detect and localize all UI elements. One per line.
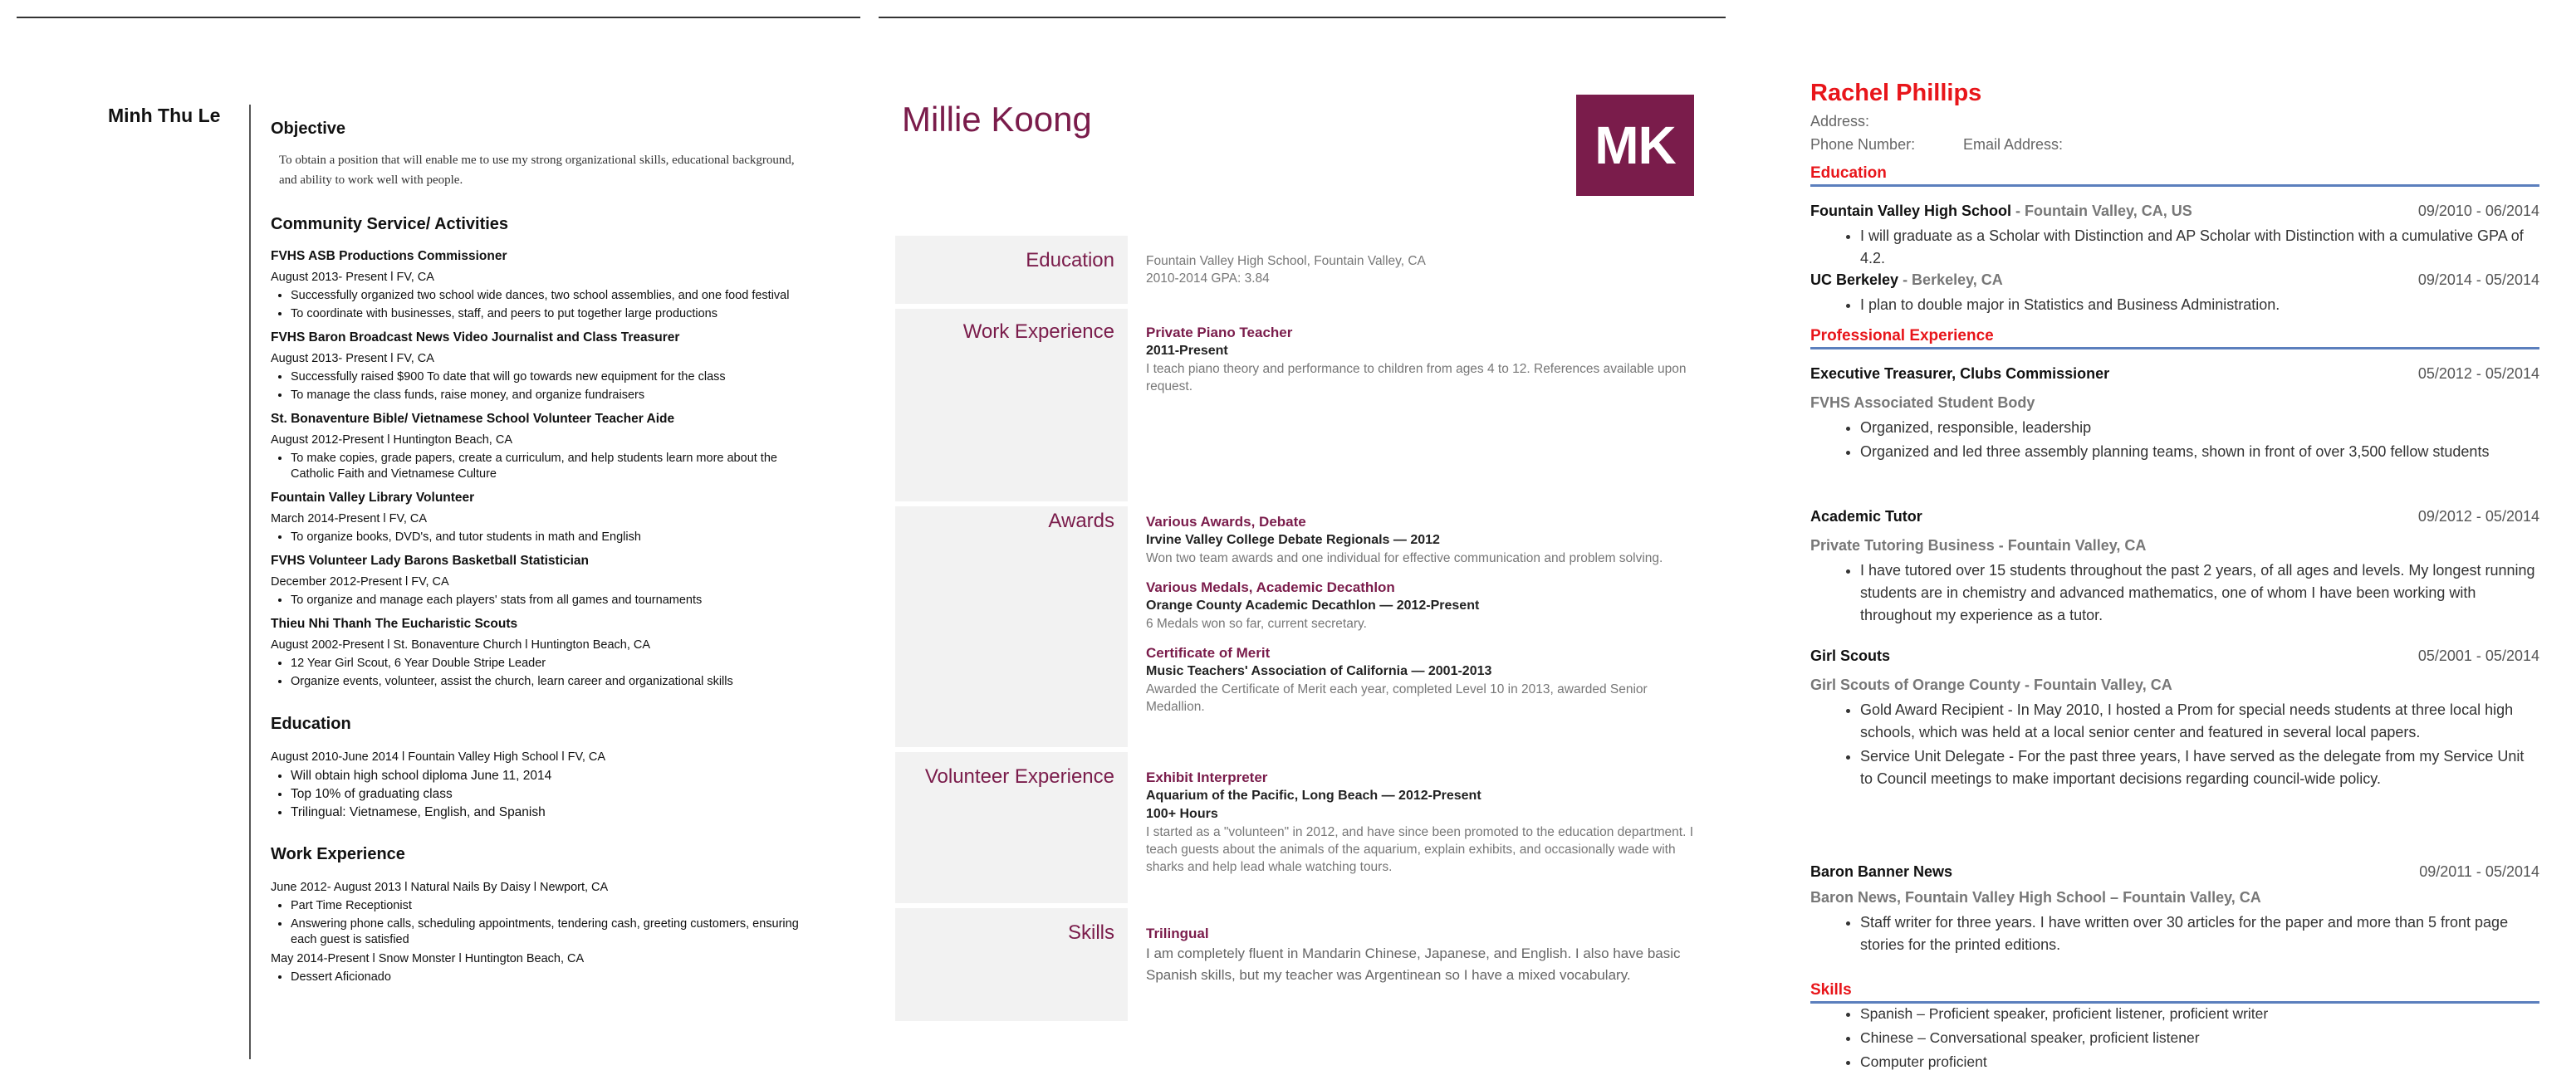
resume2-name: Millie Koong (902, 100, 1092, 139)
award-org: Orange County Academic Decathlon — 2012-Present (1146, 599, 1480, 613)
volunteer-org: Aquarium of the Pacific, Long Beach — 2012-Present (1146, 789, 1481, 803)
bullet: • Organize events, volunteer, assist the church, learn career and organizational skills (291, 674, 802, 690)
work-subtitle: June 2012- August 2013 l Natural Nails By Daisy l Newport, CA (271, 881, 609, 894)
education-line: 2010-2014 GPA: 3.84 (1146, 271, 1270, 286)
work-title: Private Piano Teacher (1146, 325, 1293, 340)
job-entry (1810, 647, 2539, 792)
community-item (271, 249, 802, 322)
item-title: FVHS Baron Broadcast News Video Journalist and Class Treasurer (271, 330, 680, 344)
job-title: Academic Tutor (1810, 508, 1922, 525)
bullet: • To coordinate with businesses, staff, and peers to put together large productions (291, 306, 802, 322)
job-entry (1810, 863, 2539, 958)
skills-heading: Skills (1067, 921, 1114, 944)
skills-heading: Skills (1810, 981, 2539, 1004)
job-title: Executive Treasurer, Clubs Commissioner (1810, 365, 2110, 382)
item-subtitle: August 2002-Present l St. Bonaventure Church l Huntington Beach, CA (271, 638, 651, 652)
item-subtitle: December 2012-Present l FV, CA (271, 575, 449, 589)
job-dates: 05/2001 - 05/2014 (2417, 647, 2539, 664)
bullet: • To make copies, grade papers, create a curriculum, and help students learn more about the Catholic Faith and Vietnamese Culture (291, 451, 802, 482)
bullet: • Staff writer for three years. I have written over 30 articles for the paper and more than 5 front page stories for the printed editions. (1860, 911, 2539, 956)
skill-item: • Spanish – Proficient speaker, proficient listener, proficient writer (1860, 1003, 2539, 1025)
volunteer-heading: Volunteer Experience (924, 765, 1114, 788)
row-separator (895, 903, 1128, 908)
school-location: - Berkeley, CA (1898, 271, 2003, 288)
skill-desc: I am completely fluent in Mandarin Chinese, Japanese, and English. I also have basic Spanish skills, but my teacher was Argentinean so I have a mixed vocabulary. (1146, 946, 1681, 983)
job-org: Private Tutoring Business - Fountain Valley, CA (1810, 537, 2147, 554)
community-heading: Community Service/ Activities (271, 215, 509, 233)
item-subtitle: August 2012-Present l Huntington Beach, CA (271, 433, 512, 447)
bullet: • 12 Year Girl Scout, 6 Year Double Stripe Leader (291, 656, 802, 672)
row-separator (895, 304, 1128, 309)
item-subtitle: August 2013- Present l FV, CA (271, 352, 434, 365)
school-name: UC Berkeley (1810, 271, 1899, 288)
award-desc: 6 Medals won so far, current secretary. (1146, 617, 1367, 631)
item-title: FVHS ASB Productions Commissioner (271, 249, 507, 263)
row-separator (895, 747, 1128, 752)
awards-body (1146, 513, 1694, 716)
objective-heading: Objective (271, 120, 346, 138)
school-name: Fountain Valley High School (1810, 203, 2012, 219)
bullet: • Top 10% of graduating class (291, 786, 802, 802)
community-item (271, 554, 802, 608)
work-desc: I teach piano theory and performance to children from ages 4 to 12. References available upon request. (1146, 362, 1687, 393)
job-dates: 05/2012 - 05/2014 (2417, 365, 2539, 382)
resume1-content (271, 120, 802, 988)
bullet: • Successfully organized two school wide dances, two school assemblies, and one food festival (291, 288, 802, 304)
skill-item: • Chinese – Conversational speaker, proficient listener (1860, 1027, 2539, 1049)
job-title: Girl Scouts (1810, 647, 1891, 664)
bullet: • I will graduate as a Scholar with Distinction and AP Scholar with Distinction with a cumulative GPA of 4.2. (1860, 225, 2539, 270)
bullet: • Organized, responsible, leadership (1860, 417, 2539, 439)
volunteer-title: Exhibit Interpreter (1146, 770, 1268, 785)
vertical-divider (249, 105, 251, 1059)
awards-heading: Awards (1048, 510, 1114, 532)
award-title: Various Medals, Academic Decathlon (1146, 579, 1395, 595)
bullet: • I plan to double major in Statistics and Business Administration. (1860, 294, 2539, 316)
item-subtitle: August 2013- Present l FV, CA (271, 271, 434, 284)
job-dates: 09/2012 - 05/2014 (2417, 508, 2539, 525)
bullet: • Successfully raised $900 To date that will go towards new equipment for the class (291, 369, 802, 385)
job-entry (1810, 508, 2539, 628)
job-org: FVHS Associated Student Body (1810, 394, 2035, 411)
award-org: Irvine Valley College Debate Regionals — 2012 (1146, 533, 1440, 547)
top-divider (17, 17, 860, 18)
phone-label: Phone Number: (1810, 136, 1916, 153)
skill-title: Trilingual (1146, 926, 1209, 941)
volunteer-desc: I started as a "volunteen" in 2012, and have since been promoted to the education department. I teach guests about the animals of the aquarium, explain exhibits, and occasionally wade with sharks and help lead whale watching tours. (1146, 825, 1693, 874)
award-desc: Won two team awards and one individual for effective communication and problem solving. (1146, 551, 1663, 565)
education-block (1810, 203, 2539, 318)
community-section (271, 215, 802, 690)
community-item (271, 491, 802, 545)
bullet: • Part Time Receptionist (291, 898, 802, 914)
bullet: • Dessert Aficionado (291, 970, 802, 985)
education-heading: Education (1810, 164, 2539, 187)
work-dates: 2011-Present (1146, 344, 1228, 358)
bullet: • Service Unit Delegate - For the past three years, I have served as the delegate from my Service Unit to Council meetings to make important decisions regarding council-wide policy. (1860, 745, 2539, 790)
resume1-name: Minh Thu Le (108, 105, 221, 126)
resume3-name: Rachel Phillips (1810, 80, 1982, 106)
award-desc: Awarded the Certificate of Merit each year, completed Level 10 in 2013, awarded Senior Medallion. (1146, 682, 1648, 714)
bullet: • Answering phone calls, scheduling appointments, tendering cash, greeting customers, ensuring each guest is satisfied (291, 916, 802, 948)
resume-minh-thu-le (0, 0, 864, 1068)
objective-text: To obtain a position that will enable me to use my strong organizational skills, educational background, and ability to work well with people. (279, 154, 795, 187)
item-subtitle: March 2014-Present l FV, CA (271, 512, 428, 525)
work-section (271, 845, 802, 985)
professional-heading: Professional Experience (1810, 327, 2539, 349)
volunteer-hours: 100+ Hours (1146, 807, 1218, 821)
education-subtitle: August 2010-June 2014 l Fountain Valley High School l FV, CA (271, 750, 606, 764)
school-dates: 09/2014 - 05/2014 (2417, 271, 2539, 288)
job-org: Girl Scouts of Orange County - Fountain Valley, CA (1810, 677, 2172, 693)
bullet: • I have tutored over 15 students throughout the past 2 years, of all ages and levels. My longest running students are in chemistry and advanced mathematics, one of whom I have been working with throughout my experience as a tutor. (1860, 559, 2539, 627)
school-dates: 09/2010 - 06/2014 (2417, 203, 2539, 219)
email-label: Email Address: (1963, 136, 2064, 153)
skills-body (1146, 925, 1694, 986)
school-location: - Fountain Valley, CA, US (2011, 203, 2192, 219)
work-body (1146, 324, 1694, 395)
education-heading: Education (271, 715, 351, 733)
item-title: Fountain Valley Library Volunteer (271, 491, 475, 505)
work-subtitle: May 2014-Present l Snow Monster l Huntington Beach, CA (271, 952, 585, 965)
bullet: • Gold Award Recipient - In May 2010, I hosted a Prom for special needs students at three local high schools, which was held at a local senior center and featured in several local papers. (1860, 699, 2539, 744)
education-row (1810, 203, 2539, 220)
item-title: FVHS Volunteer Lady Barons Basketball Statistician (271, 554, 590, 568)
bullet: • To organize and manage each players' stats from all games and tournaments (291, 593, 802, 608)
bullet: • To manage the class funds, raise money, and organize fundraisers (291, 388, 802, 403)
community-item (271, 412, 802, 482)
education-section (271, 715, 802, 820)
education-heading: Education (1026, 249, 1114, 271)
bullet: • Organized and led three assembly planning teams, shown in front of over 3,500 fellow students (1860, 441, 2539, 463)
education-body (1146, 252, 1694, 287)
resume-millie-koong (864, 0, 1727, 1068)
row-separator (895, 501, 1128, 506)
bullet: • Will obtain high school diploma June 11, 2014 (291, 768, 802, 784)
resume-rachel-phillips (1727, 0, 2576, 1068)
award-title: Various Awards, Debate (1146, 514, 1306, 530)
address-label: Address: (1810, 113, 1870, 129)
item-title: St. Bonaventure Bible/ Vietnamese School Volunteer Teacher Aide (271, 412, 675, 426)
skills-block (1810, 999, 2539, 1075)
award-title: Certificate of Merit (1146, 645, 1271, 661)
award-org: Music Teachers' Association of California — 2001-2013 (1146, 664, 1492, 678)
education-row (1810, 271, 2539, 289)
top-divider (879, 17, 1726, 18)
job-dates: 09/2011 - 05/2014 (2419, 863, 2539, 880)
skill-item: • Computer proficient (1860, 1051, 2539, 1073)
volunteer-body (1146, 769, 1694, 876)
bullet: • Trilingual: Vietnamese, English, and Spanish (291, 804, 802, 820)
item-title: Thieu Nhi Thanh The Eucharistic Scouts (271, 617, 518, 631)
job-entry (1810, 365, 2539, 465)
work-heading: Work Experience (271, 845, 405, 863)
monogram-logo: MK (1576, 95, 1694, 196)
job-title: Baron Banner News (1810, 863, 1953, 880)
bullet: • To organize books, DVD's, and tutor students in math and English (291, 530, 802, 545)
community-item (271, 330, 802, 403)
education-line: Fountain Valley High School, Fountain Valley, CA (1146, 254, 1426, 268)
community-item (271, 617, 802, 690)
job-org: Baron News, Fountain Valley High School – Fountain Valley, CA (1810, 889, 2261, 906)
work-heading: Work Experience (962, 320, 1114, 343)
